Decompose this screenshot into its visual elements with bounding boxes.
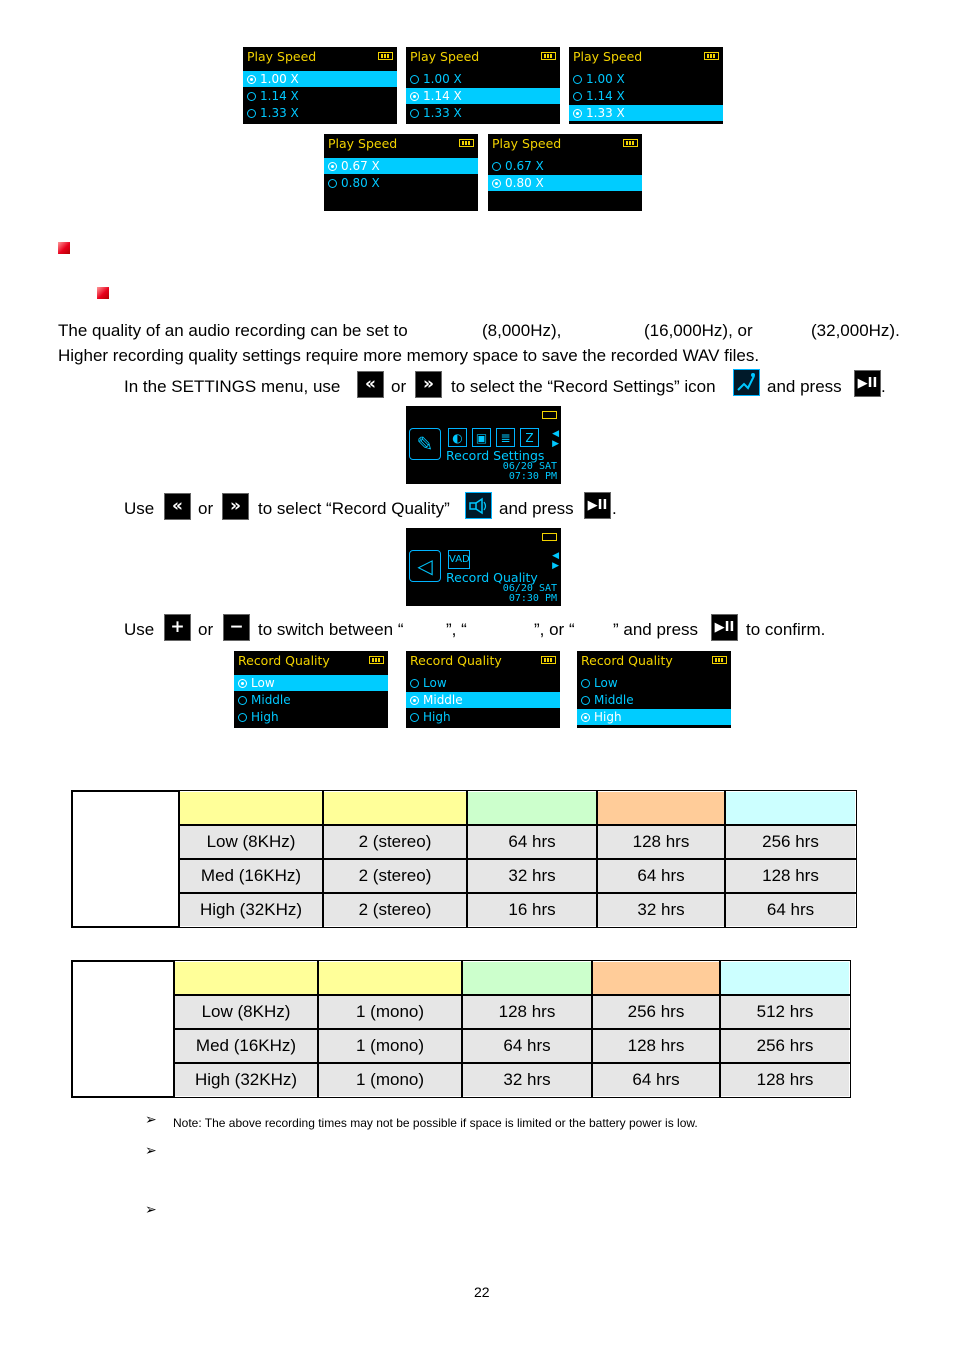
option-label: Low: [251, 676, 275, 690]
option-label: 1.33 X: [260, 106, 299, 120]
plus-key-icon: +: [164, 614, 191, 641]
recording-time-table-stereo: [71, 790, 857, 928]
option-label: 1.00 X: [423, 72, 462, 86]
option-label: High: [423, 710, 451, 724]
option-selected: [406, 692, 560, 708]
note-text: Note: The above recording times may not be possible if space is limited or the battery power is low.: [173, 1116, 698, 1130]
option-selected: [577, 709, 731, 725]
radio-icon: [410, 92, 419, 101]
radio-icon: [328, 179, 337, 188]
display-icon: ▣: [472, 428, 491, 447]
subsection-bullet: [97, 287, 109, 299]
table-cell: 2 (stereo): [323, 825, 467, 859]
step2-text: Use: [124, 499, 155, 518]
step1-text: In the SETTINGS menu, use: [124, 377, 341, 396]
table-row: [72, 1029, 850, 1063]
battery-icon: [712, 656, 727, 664]
menu-date: 06/20 SAT: [502, 461, 557, 472]
play-speed-screen: [569, 47, 723, 124]
option-label: 1.14 X: [586, 89, 625, 103]
screen-title: Play Speed: [328, 136, 398, 151]
table-cell: 64 hrs: [592, 1063, 720, 1097]
header-cell: [323, 791, 467, 825]
screen-title: Record Quality: [581, 653, 673, 668]
record-quality-screen: [406, 651, 560, 728]
header-cell: [592, 961, 720, 995]
table-cell: 32 hrs: [597, 893, 725, 927]
vad-icon: VAD: [448, 550, 470, 569]
option-selected: [488, 175, 642, 191]
record-quality-icon-graphic: [466, 493, 491, 518]
play-speed-screen: [243, 47, 397, 124]
option: [406, 675, 560, 691]
record-settings-menu-screen: [406, 406, 561, 484]
scroll-arrow-icon: ▶: [552, 561, 559, 571]
option-selected: [234, 675, 388, 691]
option: [243, 105, 397, 121]
step3-text-f: to confirm.: [746, 620, 826, 639]
table-row: [72, 893, 856, 927]
option-label: 1.14 X: [260, 89, 299, 103]
radio-icon: [238, 679, 247, 688]
radio-icon: [328, 162, 337, 171]
radio-icon: [573, 92, 582, 101]
record-quality-screen: [234, 651, 388, 728]
sleep-icon: Z: [520, 428, 539, 447]
option-label: Low: [423, 676, 447, 690]
step3-text-e: ” and press: [613, 620, 699, 639]
radio-icon: [492, 179, 501, 188]
contrast-icon: ◐: [448, 428, 467, 447]
table-cell: 32 hrs: [467, 859, 597, 893]
header-cell: [720, 961, 850, 995]
option-label: Middle: [423, 693, 463, 707]
radio-icon: [573, 75, 582, 84]
scroll-arrow-icon: ◀: [552, 429, 559, 439]
menu-date: 06/20 SAT: [502, 583, 557, 594]
table-cell: Low (8KHz): [174, 995, 318, 1029]
step3-text: Use: [124, 620, 155, 639]
option-label: 1.00 X: [586, 72, 625, 86]
radio-icon: [238, 696, 247, 705]
option: [324, 175, 478, 191]
record-quality-menu-screen: [406, 528, 561, 606]
arrow-bullet-icon: ➢: [145, 1112, 157, 1128]
option-label: 1.00 X: [260, 72, 299, 86]
table-side-cell: [72, 791, 179, 927]
table-cell: High (32KHz): [179, 893, 323, 927]
minus-key-icon: −: [223, 614, 250, 641]
next-key-icon: »: [222, 493, 249, 520]
option: [406, 709, 560, 725]
radio-icon: [581, 713, 590, 722]
intro-text: The quality of an audio recording can be set to: [58, 321, 408, 340]
menu-label: Record Quality: [446, 570, 538, 585]
step3-text-c: ”, “: [446, 620, 467, 639]
option-label: 0.67 X: [505, 159, 544, 173]
list-icon: ≣: [496, 428, 515, 447]
option: [577, 675, 731, 691]
step1-text-c: and press: [767, 377, 842, 396]
table-header-row: [72, 791, 856, 825]
option: [406, 71, 560, 87]
table-cell: 16 hrs: [467, 893, 597, 927]
table-cell: Low (8KHz): [179, 825, 323, 859]
battery-icon: [459, 139, 474, 147]
prev-key-icon: «: [164, 493, 191, 520]
step2-text-b: to select “Record Quality”: [258, 499, 450, 518]
play-pause-key-icon: ▶II: [854, 370, 881, 397]
option-label: Low: [594, 676, 618, 690]
screen-title: Play Speed: [573, 49, 643, 64]
screen-title: Play Speed: [492, 136, 562, 151]
step3-text-b: to switch between “: [258, 620, 404, 639]
scroll-arrow-icon: ◀: [552, 551, 559, 561]
option: [569, 71, 723, 87]
screen-title: Play Speed: [247, 49, 317, 64]
table-cell: 128 hrs: [720, 1063, 850, 1097]
table-cell: 64 hrs: [462, 1029, 592, 1063]
option: [243, 88, 397, 104]
radio-icon: [410, 696, 419, 705]
intro-text-2: Higher recording quality settings require more memory space to save the recorded WAV files.: [58, 346, 760, 365]
radio-icon: [247, 92, 256, 101]
header-cell: [597, 791, 725, 825]
table-header-row: [72, 961, 850, 995]
table-cell: 256 hrs: [725, 825, 856, 859]
battery-icon: [541, 52, 556, 60]
step1-or: or: [391, 377, 407, 396]
radio-icon: [238, 713, 247, 722]
option: [234, 692, 388, 708]
section-bullet: [58, 242, 70, 254]
play-speed-screen: [488, 134, 642, 211]
battery-icon: [541, 656, 556, 664]
option-label: 1.14 X: [423, 89, 462, 103]
radio-icon: [573, 109, 582, 118]
table-cell: 128 hrs: [725, 859, 856, 893]
screen-title: Record Quality: [238, 653, 330, 668]
record-settings-icon-graphic: [734, 370, 759, 395]
radio-icon: [581, 679, 590, 688]
step2-period: .: [612, 499, 617, 518]
table-row: [72, 1063, 850, 1097]
battery-icon: [542, 533, 557, 541]
table-cell: 1 (mono): [318, 1063, 462, 1097]
option: [577, 692, 731, 708]
table-cell: 256 hrs: [720, 1029, 850, 1063]
radio-icon: [410, 679, 419, 688]
play-speed-screen: [324, 134, 478, 211]
option-label: High: [251, 710, 279, 724]
table-cell: 2 (stereo): [323, 893, 467, 927]
header-cell: [318, 961, 462, 995]
table-cell: 32 hrs: [462, 1063, 592, 1097]
record-quality-screen: [577, 651, 731, 728]
table-cell: 2 (stereo): [323, 859, 467, 893]
option-label: 0.67 X: [341, 159, 380, 173]
battery-icon: [369, 656, 384, 664]
next-key-icon: »: [415, 371, 442, 398]
record-quality-icon: [465, 492, 492, 519]
menu-label: Record Settings: [446, 448, 545, 463]
table-cell: Med (16KHz): [174, 1029, 318, 1063]
header-cell: [467, 791, 597, 825]
record-settings-icon: [733, 369, 760, 396]
option: [406, 105, 560, 121]
recording-time-table-mono: [71, 960, 851, 1098]
step3-text-d: ”, or “: [534, 620, 575, 639]
step2-text-c: and press: [499, 499, 574, 518]
record-quality-icon: ◁: [409, 550, 441, 582]
table-side-cell: [72, 961, 174, 1097]
table-cell: Med (16KHz): [179, 859, 323, 893]
option-selected: [406, 88, 560, 104]
table-cell: High (32KHz): [174, 1063, 318, 1097]
play-pause-key-icon: ▶II: [584, 492, 611, 519]
record-settings-icon: ✎: [409, 428, 441, 460]
play-pause-key-icon: ▶II: [711, 614, 738, 641]
option-label: High: [594, 710, 622, 724]
menu-time: 07:30 PM: [508, 593, 557, 604]
battery-icon: [542, 411, 557, 419]
table-cell: 64 hrs: [725, 893, 856, 927]
radio-icon: [247, 109, 256, 118]
step1-period: .: [881, 377, 886, 396]
option: [234, 709, 388, 725]
header-cell: [462, 961, 592, 995]
header-cell: [174, 961, 318, 995]
table-row: [72, 995, 850, 1029]
radio-icon: [410, 109, 419, 118]
arrow-bullet-icon: ➢: [145, 1202, 157, 1218]
option-label: 1.33 X: [586, 106, 625, 120]
table-cell: 256 hrs: [592, 995, 720, 1029]
table-cell: 64 hrs: [597, 859, 725, 893]
table-cell: 1 (mono): [318, 1029, 462, 1063]
header-cell: [179, 791, 323, 825]
radio-icon: [247, 75, 256, 84]
intro-mid-hz: (16,000Hz), or: [644, 321, 753, 340]
option: [569, 88, 723, 104]
radio-icon: [410, 713, 419, 722]
table-row: [72, 859, 856, 893]
table-cell: 64 hrs: [467, 825, 597, 859]
screen-title: Record Quality: [410, 653, 502, 668]
option: [488, 158, 642, 174]
option-selected: [324, 158, 478, 174]
table-row: [72, 825, 856, 859]
intro-low-hz: (8,000Hz),: [482, 321, 562, 340]
arrow-bullet-icon: ➢: [145, 1143, 157, 1159]
option-selected: [569, 105, 723, 121]
table-cell: 512 hrs: [720, 995, 850, 1029]
play-speed-screen: [406, 47, 560, 124]
radio-icon: [581, 696, 590, 705]
header-cell: [725, 791, 856, 825]
option-label: Middle: [594, 693, 634, 707]
table-cell: 128 hrs: [462, 995, 592, 1029]
screen-title: Play Speed: [410, 49, 480, 64]
table-cell: 128 hrs: [597, 825, 725, 859]
option-label: 1.33 X: [423, 106, 462, 120]
table-cell: 128 hrs: [592, 1029, 720, 1063]
prev-key-icon: «: [357, 371, 384, 398]
step3-or: or: [198, 620, 214, 639]
table-cell: 1 (mono): [318, 995, 462, 1029]
menu-time: 07:30 PM: [508, 471, 557, 482]
option-selected: [243, 71, 397, 87]
battery-icon: [704, 52, 719, 60]
intro-high-hz: (32,000Hz).: [811, 321, 900, 340]
scroll-arrow-icon: ▶: [552, 439, 559, 449]
battery-icon: [623, 139, 638, 147]
battery-icon: [378, 52, 393, 60]
option-label: 0.80 X: [341, 176, 380, 190]
radio-icon: [492, 162, 501, 171]
step2-or: or: [198, 499, 214, 518]
option-label: Middle: [251, 693, 291, 707]
step1-text-b: to select the “Record Settings” icon: [451, 377, 716, 396]
radio-icon: [410, 75, 419, 84]
option-label: 0.80 X: [505, 176, 544, 190]
page-number: 22: [474, 1284, 490, 1300]
